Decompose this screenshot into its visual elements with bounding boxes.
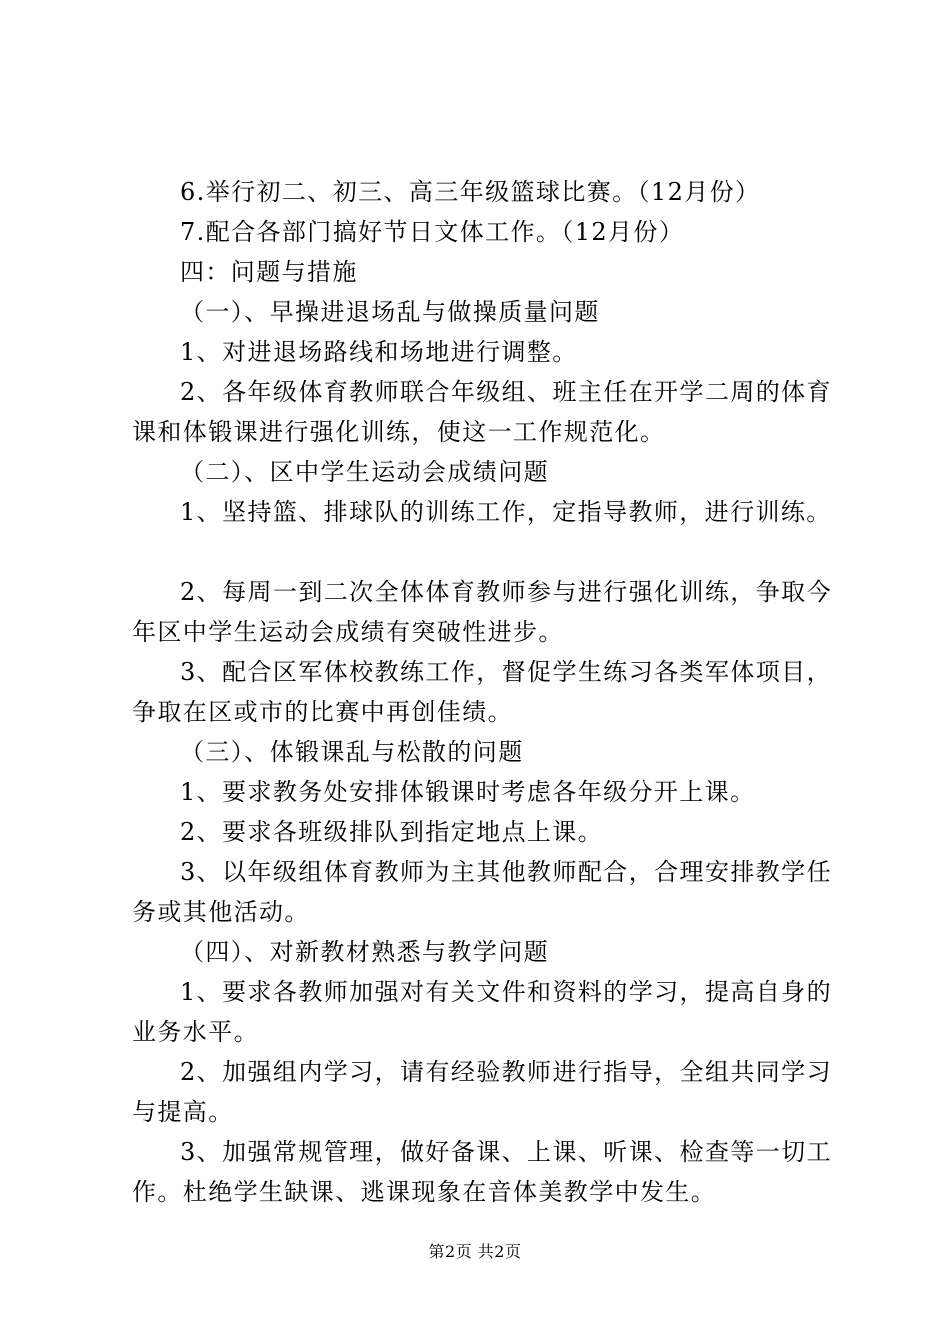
document-body xyxy=(132,172,832,1212)
measure-3-1: 1、要求教务处安排体锻课时考虑各年级分开上课。 xyxy=(180,778,756,806)
page-number-footer: 第2页 共2页 xyxy=(428,1242,522,1261)
measure-1-1: 1、对进退场路线和场地进行调整。 xyxy=(180,338,578,366)
subsection-heading-1: （一）、早操进退场乱与做操质量问题 xyxy=(180,298,600,326)
measure-4-1: 1、要求各教师加强对有关文件和资料的学习，提高自身的业务水平。 xyxy=(132,978,832,1046)
measure-3-2: 2、要求各班级排队到指定地点上课。 xyxy=(180,818,604,846)
subsection-heading-2: （二）、区中学生运动会成绩问题 xyxy=(180,458,549,486)
paragraph-item-6: 6.举行初二、初三、高三年级篮球比赛。（12月份） xyxy=(180,178,761,206)
measure-2-3: 3、配合区军体校教练工作，督促学生练习各类军体项目，争取在区或市的比赛中再创佳绩。 xyxy=(132,658,832,726)
measure-4-3: 3、加强常规管理，做好备课、上课、听课、检查等一切工作。杜绝学生缺课、逃课现象在音体美教学中发生。 xyxy=(132,1138,832,1206)
subsection-heading-3: （三）、体锻课乱与松散的问题 xyxy=(180,738,524,766)
measure-1-2: 2、各年级体育教师联合年级组、班主任在开学二周的体育课和体锻课进行强化训练，使这一工作规范化。 xyxy=(132,378,832,446)
section-heading-problems: 四：问题与措施 xyxy=(180,258,358,286)
measure-3-3: 3、以年级组体育教师为主其他教师配合，合理安排教学任务或其他活动。 xyxy=(132,858,832,926)
paragraph-item-7: 7.配合各部门搞好节日文体工作。（12月份） xyxy=(180,218,685,246)
measure-2-1: 1、坚持篮、排球队的训练工作，定指导教师，进行训练。 xyxy=(180,498,832,526)
subsection-heading-4: （四）、对新教材熟悉与教学问题 xyxy=(180,938,549,966)
measure-2-2: 2、每周一到二次全体体育教师参与进行强化训练，争取今年区中学生运动会成绩有突破性进步。 xyxy=(132,578,832,646)
measure-4-2: 2、加强组内学习，请有经验教师进行指导，全组共同学习与提高。 xyxy=(132,1058,832,1126)
